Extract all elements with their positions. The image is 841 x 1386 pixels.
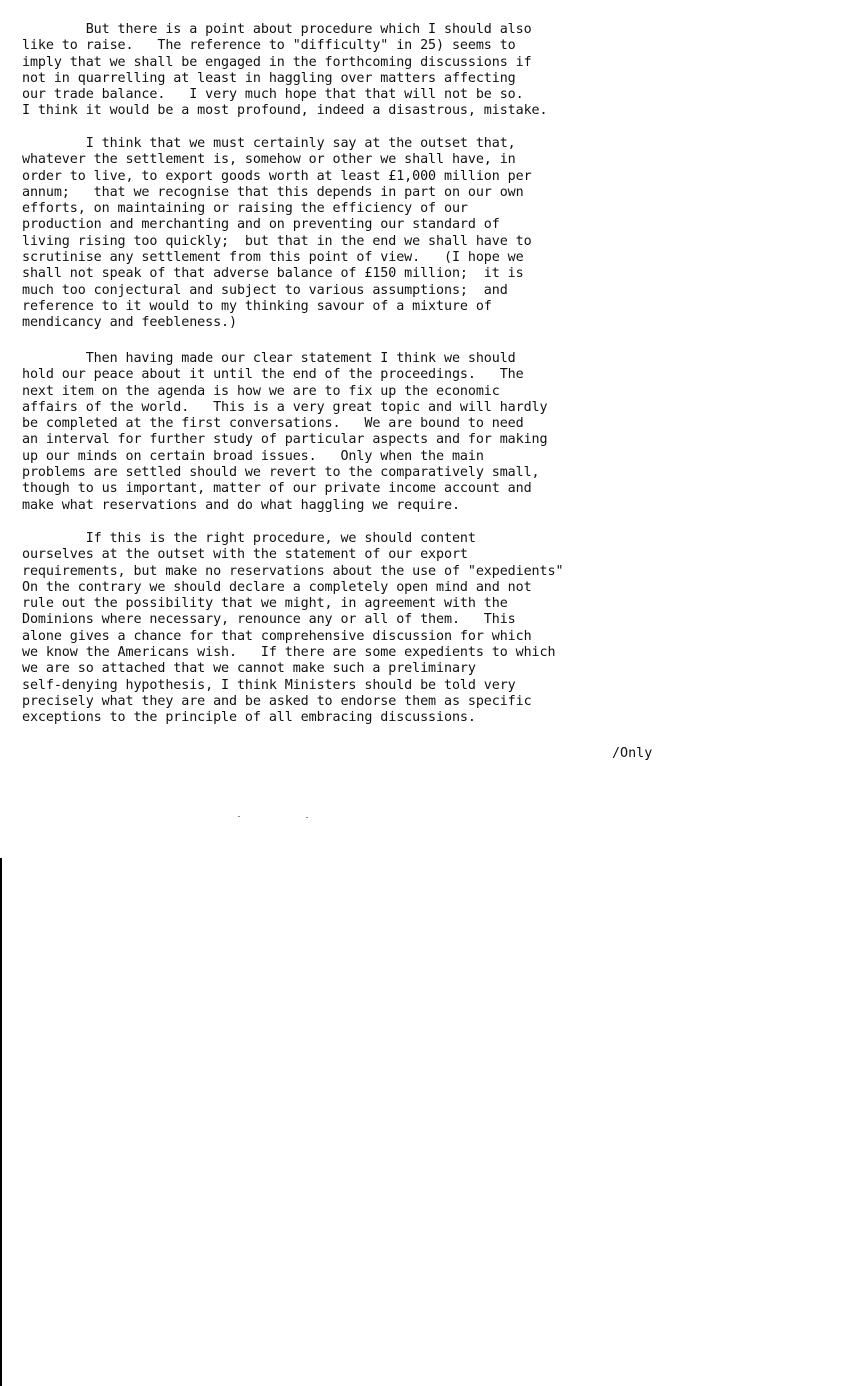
scan-margin-line [0, 858, 2, 1386]
paragraph-clear-statement: Then having made our clear statement I think we should hold our peace about it until the end of the proceedings. The next item on the agenda is how we are to fix up the economic affairs of the world. This is a very great topic and will hardly be completed at the first conversations. We are bound to need an interval for further study of particular aspects and for making up our minds on certain broad issues. Only when the main problems are settled should we revert to the comparatively small, though to us important, matter of our private income account and make what reservations and do what haggling we require. [22, 351, 548, 513]
paragraph-export-requirements: I think that we must certainly say at the outset that, whatever the settlement is, somehow or other we shall have, in order to live, to export goods worth at least £1,000 million per annum; that we recognise that this depends in part on our own efforts, on maintaining or raising the efficiency of our production and merchanting and on preventing our standard of living rising too quickly; but that in the end we shall have to scrutinise any settlement from this point of view. (I hope we shall not speak of that adverse balance of £150 million; it is much too conjectural and subject to various assumptions; and reference to it would to my thinking savour of a mixture of mendicancy and feebleness.) [22, 136, 532, 331]
catchword: /Only [612, 746, 653, 761]
paragraph-right-procedure: If this is the right procedure, we should content ourselves at the outset with the statement of our export requirements, but make no reservations about the use of "expedients" On the contrary we should declare a completely open mind and not rule out the possibility that we might, in agreement with the Dominions where necessary, renounce any or all of them. This alone gives a chance for that comprehensive discussion for which we know the Americans wish. If there are some expedients to which we are so attached that we cannot make such a preliminary self-denying hypothesis, I think Ministers should be told very precisely what they are and be asked to endorse them as specific exceptions to the principle of all embracing discussions. [22, 531, 564, 726]
paragraph-procedure: But there is a point about procedure which I should also like to raise. The reference to "difficulty" in 25) seems to imply that we shall be engaged in the forthcoming discussions if not in quarrelling at least in haggling over matters affecting our trade balance. I very much hope that that will not be so. I think it would be a most profound, indeed a disastrous, mistake. [22, 22, 548, 119]
scan-speck [238, 816, 240, 817]
scan-speck [306, 817, 308, 818]
